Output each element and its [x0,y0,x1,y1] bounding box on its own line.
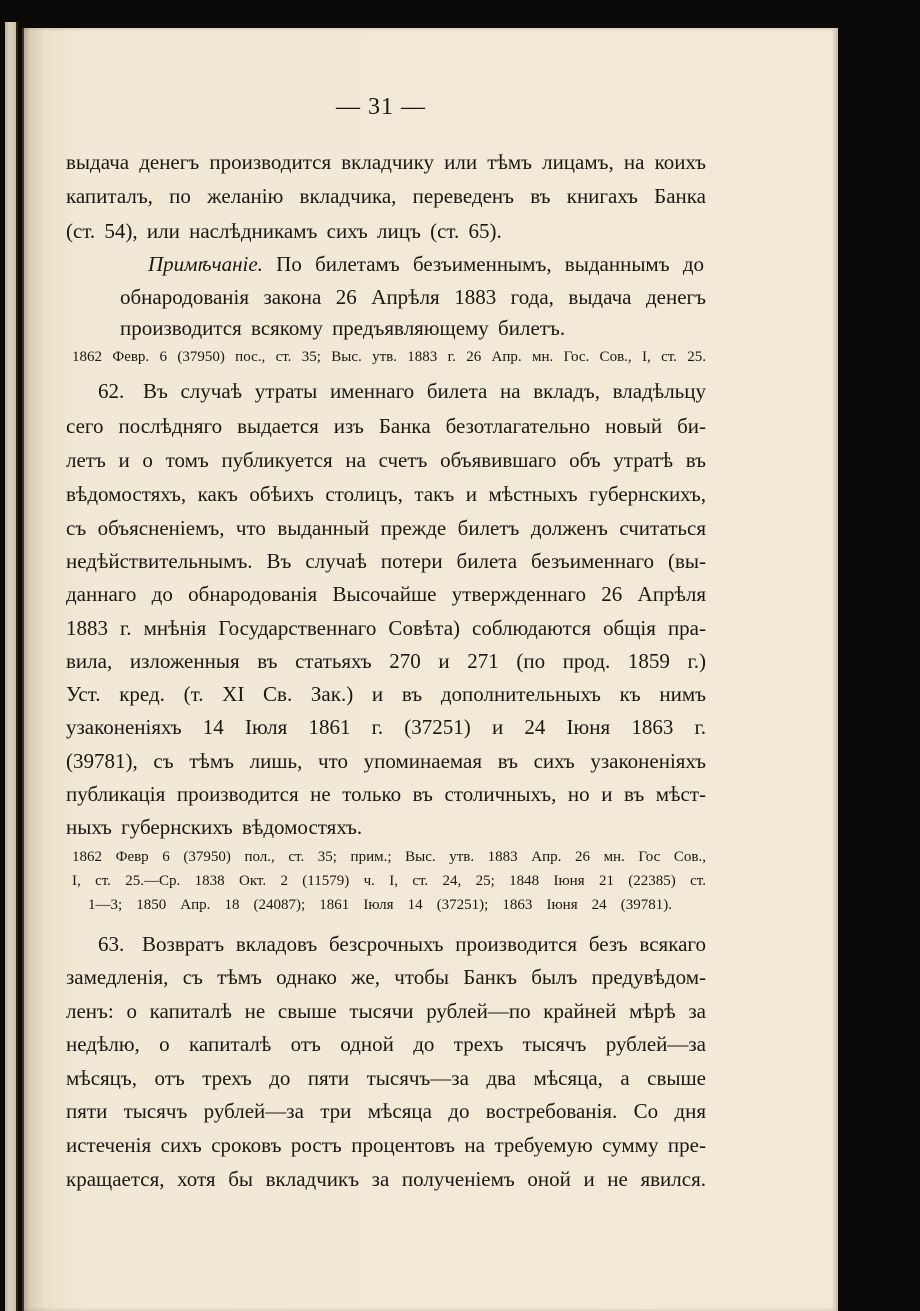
article-line: летъ и о томъ публикуется на счетъ объявившаго объ утратѣ въ [66,448,706,472]
article-number: 63. [98,932,125,956]
page-number: — 31 — [336,94,426,120]
note-line: производится всякому предъявляющему билетъ. [120,316,566,340]
continuation-line: (ст. 54), или наслѣдникамъ сихъ лицъ (ст. 65). [66,219,502,243]
continuation-line: выдача денегъ производится вкладчику или тѣмъ лицамъ, на коихъ [66,150,706,174]
citation-line: 1862 Февр. 6 (37950) пос., ст. 35; Выс. утв. 1883 г. 26 Апр. мн. Гос. Сов., I, ст. 25. [72,349,706,365]
article-line: кращается, хотя бы вкладчикъ за полученіемъ оной и не явился. [66,1167,706,1191]
article-line: узаконеніяхъ 14 Іюля 1861 г. (37251) и 24 Іюня 1863 г. [66,715,706,739]
article-line: недѣйствительнымъ. Въ случаѣ потери билета безъименнаго (вы- [66,549,706,573]
article-number: 62. [98,379,125,403]
article-line: вѣдомостяхъ, какъ обѣихъ столицъ, такъ и мѣстныхъ губернскихъ, [66,482,706,506]
continuation-line: капиталъ, по желанію вкладчика, переведенъ въ книгахъ Банка [66,184,706,208]
citation-line: I, ст. 25.—Ср. 1838 Окт. 2 (11579) ч. I, ст. 24, 25; 1848 Іюня 21 (22385) ст. [72,873,706,889]
citation-line: 1862 Февр 6 (37950) пол., ст. 35; прим.; Выс. утв. 1883 Апр. 26 мн. Гос Сов., [72,849,706,865]
article-line: ныхъ губернскихъ вѣдомостяхъ. [66,815,363,839]
article-first-line [98,927,706,961]
article-line: сего послѣдняго выдается изъ Банка безотлагательно новый би- [66,414,706,438]
article-line: 1883 г. мнѣнія Государственнаго Совѣта) соблюдаются общія пра- [66,616,706,640]
article-line: публикація производится не только въ столичныхъ, но и въ мѣст- [66,782,706,806]
citation-line: 1—3; 1850 Апр. 18 (24087); 1861 Іюля 14 (37251); 1863 Іюня 24 (39781). [88,897,672,913]
article-line: (39781), съ тѣмъ лишь, что упоминаемая въ сихъ узаконеніяхъ [66,749,706,773]
article-line: замедленія, съ тѣмъ однако же, чтобы Банкъ былъ предувѣдом- [66,965,706,989]
article-line: пяти тысячъ рублей—за три мѣсяца до востребованія. Со дня [66,1099,706,1123]
article-line: мѣсяцъ, отъ трехъ до пяти тысячъ—за два мѣсяца, а свыше [66,1066,706,1090]
note-first-line [148,247,704,281]
article-line: истеченія сихъ сроковъ ростъ процентовъ на требуемую сумму пре- [66,1133,706,1157]
article-line: Уст. кред. (т. XI Св. Зак.) и въ дополнительныхъ къ нимъ [66,682,706,706]
article-line: недѣлю, о капиталѣ отъ одной до трехъ тысячъ рублей—за [66,1032,706,1056]
note-label: Примѣчаніе. [148,252,263,276]
article-line: съ объясненіемъ, что выданный прежде билетъ долженъ считаться [66,516,706,540]
article-text: Возвратъ вкладовъ безсрочныхъ производится безъ всякаго [142,932,707,956]
note-text: По билетамъ безъименнымъ, выданнымъ до [276,252,704,276]
article-line: ленъ: о капиталѣ не свыше тысячи рублей—по крайней мѣрѣ за [66,999,706,1023]
article-text: Въ случаѣ утраты именнаго билета на вкладъ, владѣльцу [142,379,706,403]
note-line: обнародованія закона 26 Апрѣля 1883 года, выдача денегъ [120,285,706,309]
article-line: даннаго до обнародованія Высочайше утвержденнаго 26 Апрѣля [66,582,706,606]
article-first-line [98,374,706,408]
adjacent-page-edge [5,22,18,1311]
article-line: вила, изложенныя въ статьяхъ 270 и 271 (по прод. 1859 г.) [66,649,706,673]
